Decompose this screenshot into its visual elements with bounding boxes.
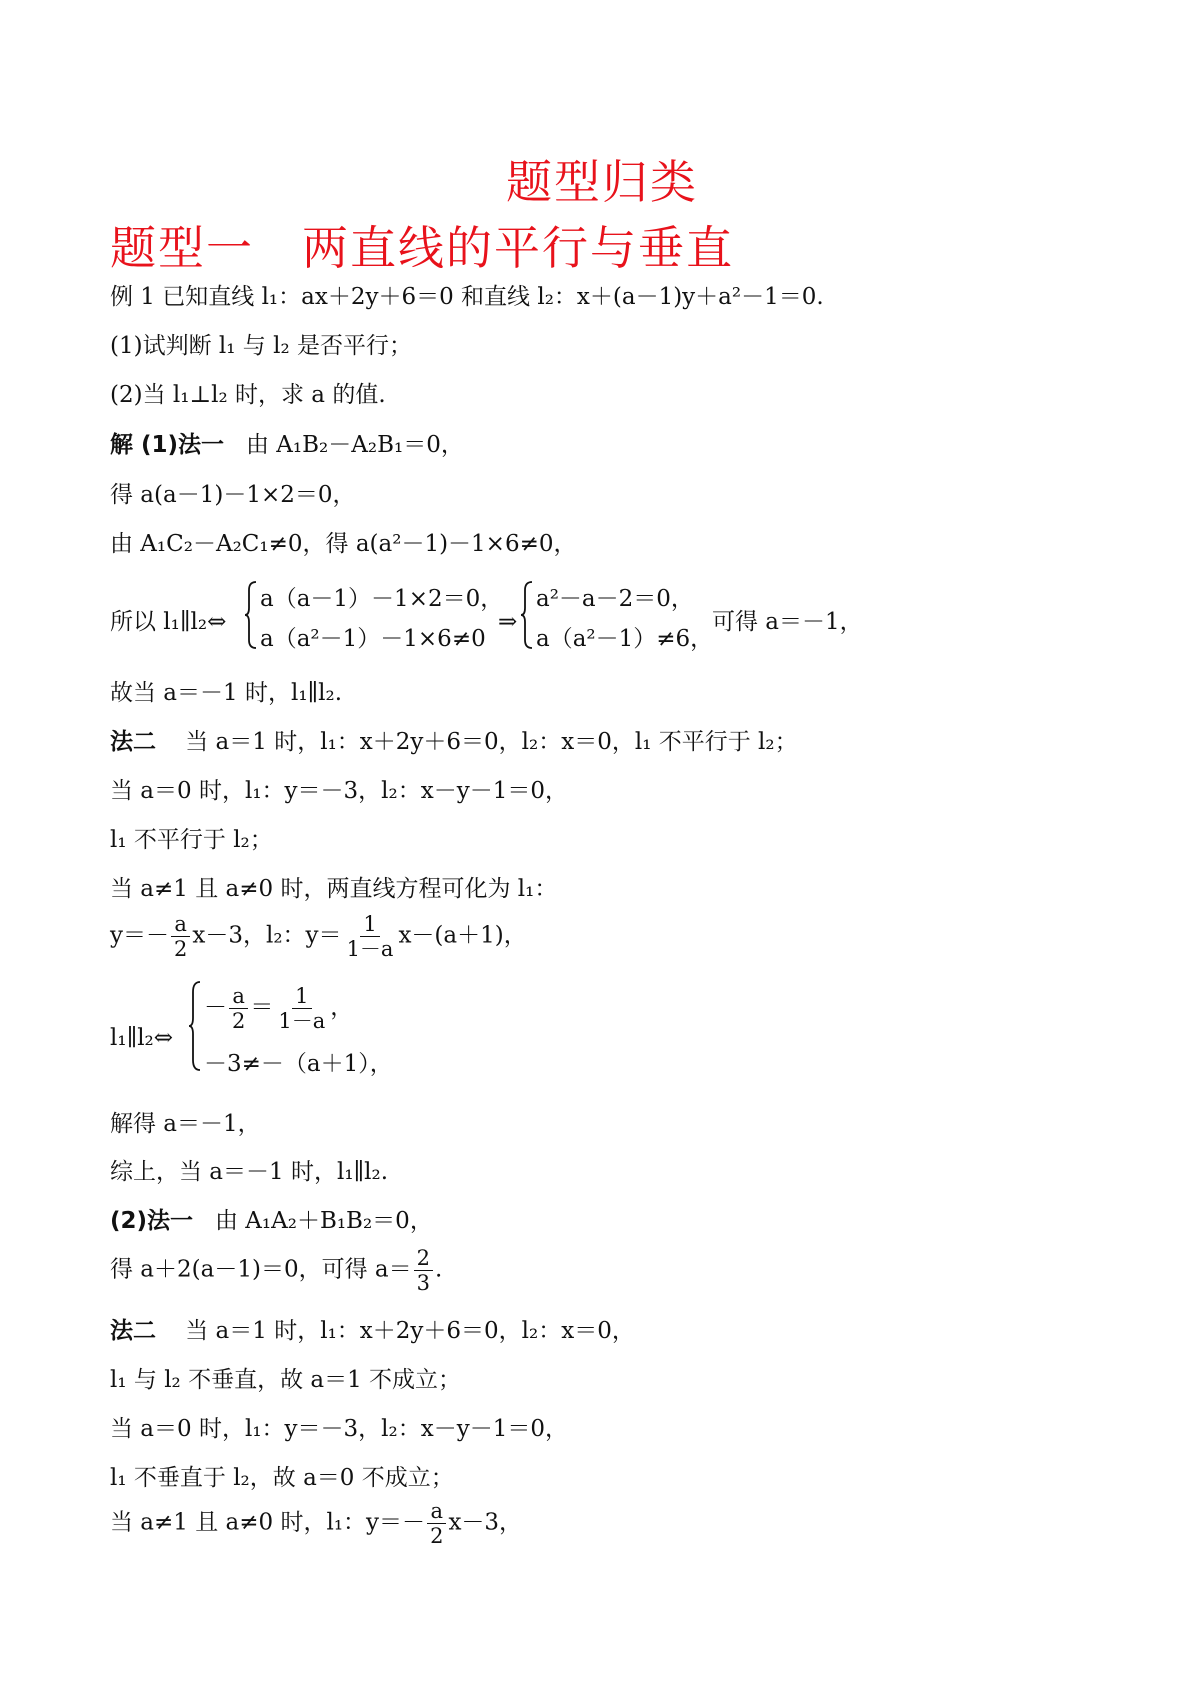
solution-line (110, 1210, 433, 1233)
fraction-denominator: 2 (430, 1524, 444, 1549)
fraction-denominator: 1－a (346, 937, 394, 962)
section-title (110, 212, 734, 278)
left-brace-icon (520, 580, 534, 650)
equivalence-lead: l₁∥l₂⇔ (110, 1025, 174, 1051)
fraction (275, 985, 328, 1032)
fraction-line (110, 1247, 442, 1294)
solution-line (110, 731, 798, 754)
fraction-numerator: a (229, 985, 248, 1009)
left-brace-icon (188, 980, 202, 1072)
text-line: 当 a＝0 时，l₁：y＝－3，l₂：x－y－1＝0， (110, 778, 568, 804)
system-row: a（a－1）－1×2＝0， (260, 586, 504, 612)
text-part: x－3， (448, 1509, 523, 1536)
text-line: l₁ 与 l₂ 不垂直，故 a＝1 不成立； (110, 1367, 462, 1393)
text-line: 当 a≠1 且 a≠0 时，两直线方程可化为 l₁： (110, 876, 558, 902)
system-row: a（a²－1）≠6， (536, 626, 714, 652)
fraction-denominator: 2 (174, 937, 188, 962)
text-line: 由 A₁A₂＋B₁B₂＝0， (214, 1208, 433, 1234)
text-part: x－3，l₂：y＝ (192, 922, 342, 949)
equivalence-lead: 所以 l₁∥l₂⇔ (110, 609, 227, 635)
example-statement: 例 1 已知直线 l₁：ax＋2y＋6＝0 和直线 l₂：x＋(a－1)y＋a²－1＝0. (110, 284, 824, 310)
page-title: 题型归类 (506, 155, 698, 209)
fraction-line (110, 1500, 522, 1547)
left-brace-icon (244, 580, 258, 650)
text-line: 由 A₁B₂－A₂B₁＝0， (245, 432, 464, 458)
fraction-denominator: 3 (416, 1271, 430, 1296)
text-line: 得 a(a－1)－1×2＝0， (110, 482, 356, 508)
text-line: 当 a＝1 时，l₁：x＋2y＋6＝0，l₂：x＝0，l₁ 不平行于 l₂； (185, 729, 798, 755)
solution-line (110, 1320, 635, 1343)
text-part: ， (330, 994, 354, 1021)
system-row: a²－a－2＝0， (536, 586, 694, 612)
fraction-numerator: 2 (414, 1247, 433, 1271)
question-1: (1)试判断 l₁ 与 l₂ 是否平行； (110, 333, 412, 359)
fraction-denominator: 1－a (278, 1009, 326, 1034)
text-part: － (204, 994, 227, 1021)
solution-line (110, 434, 464, 457)
text-part: ＝ (250, 994, 274, 1021)
text-line: 解得 a＝－1， (110, 1111, 261, 1137)
fraction (344, 913, 397, 960)
text-part: . (434, 1256, 443, 1283)
implies-arrow: ⇒ (498, 609, 518, 635)
fraction-line (110, 913, 527, 960)
fraction-numerator: a (171, 913, 190, 937)
text-line: l₁ 不垂直于 l₂，故 a＝0 不成立； (110, 1465, 454, 1491)
system-row (204, 985, 353, 1032)
text-line: 由 A₁C₂－A₂C₁≠0，得 a(a²－1)－1×6≠0， (110, 531, 577, 557)
system-row: a（a²－1）－1×6≠0 (260, 626, 486, 652)
fraction-denominator: 2 (232, 1009, 246, 1034)
text-part: x－(a＋1)， (398, 922, 527, 949)
section-name: 两直线的平行与垂直 (302, 221, 734, 275)
method-label: (2)法一 (110, 1208, 194, 1234)
system-row: －3≠－（a＋1）， (204, 1051, 393, 1077)
text-line: 当 a＝0 时，l₁：y＝－3，l₂：x－y－1＝0， (110, 1416, 568, 1442)
method-label: 解 (1)法一 (110, 432, 225, 458)
text-line: 故当 a＝－1 时，l₁∥l₂. (110, 680, 343, 706)
fraction (171, 913, 190, 960)
fraction-numerator: 1 (360, 913, 379, 937)
text-line: l₁ 不平行于 l₂； (110, 827, 273, 853)
text-part: y＝－ (110, 922, 169, 949)
section-number: 题型一 (110, 221, 254, 275)
text-line: 综上，当 a＝－1 时，l₁∥l₂. (110, 1159, 389, 1185)
fraction (414, 1247, 433, 1294)
question-2: (2)当 l₁⊥l₂ 时，求 a 的值. (110, 382, 386, 408)
fraction (229, 985, 248, 1032)
text-part: 得 a＋2(a－1)＝0，可得 a＝ (110, 1256, 412, 1283)
conclusion-text: 可得 a＝－1， (712, 609, 863, 635)
fraction-numerator: a (427, 1500, 446, 1524)
fraction-numerator: 1 (292, 985, 311, 1009)
method-label: 法二 (110, 1318, 156, 1344)
method-label: 法二 (110, 729, 156, 755)
fraction (427, 1500, 446, 1547)
text-line: 当 a＝1 时，l₁：x＋2y＋6＝0，l₂：x＝0， (185, 1318, 635, 1344)
text-part: 当 a≠1 且 a≠0 时，l₁：y＝－ (110, 1509, 426, 1536)
